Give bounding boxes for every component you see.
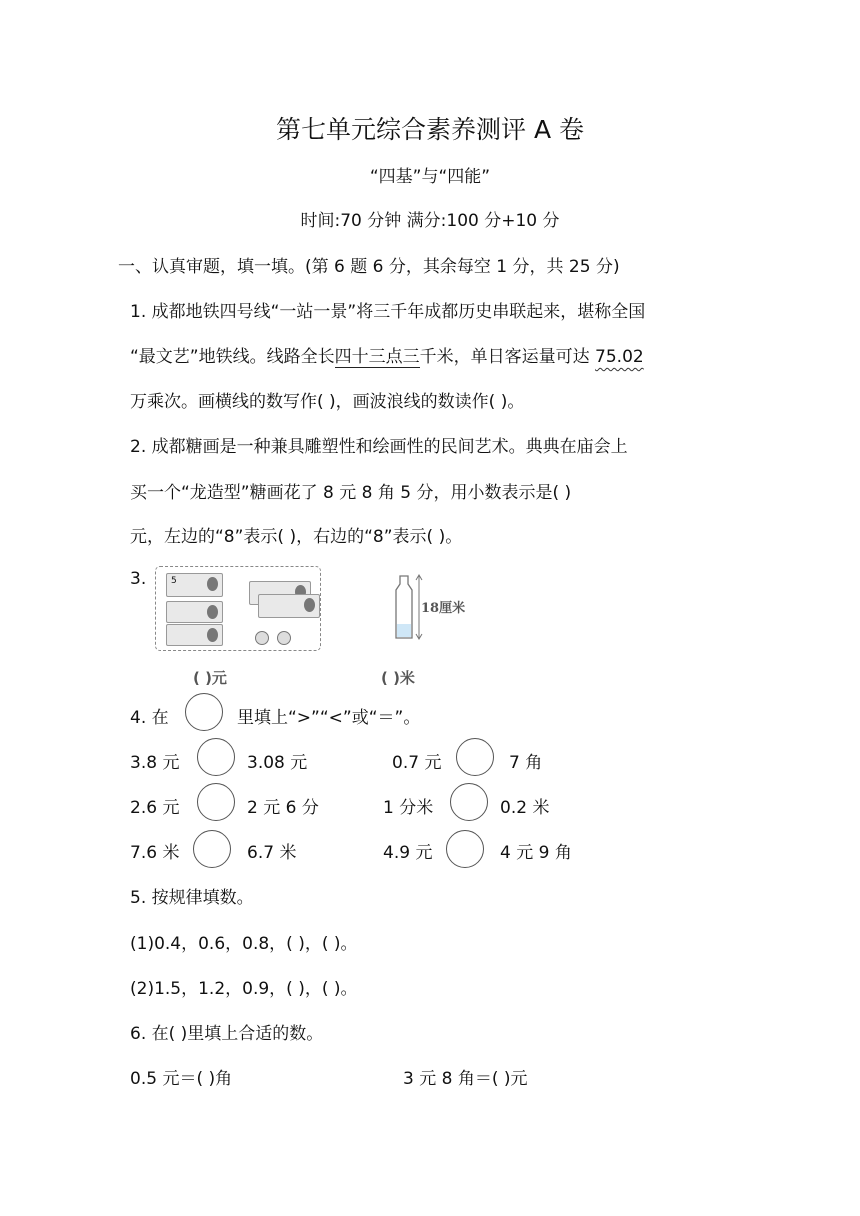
portrait-icon <box>304 598 315 612</box>
coin-icon <box>255 631 269 645</box>
q4-r1-b: 3.08 元 <box>247 753 308 773</box>
q2-line-3: 元，左边的“8”表示( )，右边的“8”表示( )。 <box>130 527 463 547</box>
compare-circle-input[interactable] <box>456 738 494 776</box>
q5-line-1: (1)0.4，0.6，0.8，( )，( )。 <box>130 934 358 954</box>
q4-prompt-b: 里填上“>”“<”或“＝”。 <box>237 708 421 728</box>
q1-wavy-number: 75.02 <box>595 347 644 367</box>
q4-r1-c: 0.7 元 <box>392 753 442 773</box>
q1-line-1: 1. 成都地铁四号线“一站一景”将三千年成都历史串联起来，堪称全国 <box>130 302 646 322</box>
q1-text-b: 千米，单日客运量可达 <box>419 347 596 367</box>
q1-text-a: “最文艺”地铁线。线路全长 <box>130 347 335 367</box>
banknote-small-1 <box>166 573 223 597</box>
q6-item-a: 0.5 元＝( )角 <box>130 1069 233 1089</box>
q5-heading: 5. 按规律填数。 <box>130 888 254 908</box>
q4-r1-a: 3.8 元 <box>130 753 180 773</box>
q5-line-2: (2)1.5，1.2，0.9，( )，( )。 <box>130 979 358 999</box>
exam-info: 时间:70 分钟 满分:100 分+10 分 <box>300 211 560 231</box>
bottle-water <box>397 624 411 637</box>
compare-circle-sample <box>185 693 223 731</box>
q1-line-2 <box>130 342 644 367</box>
q1-line-3: 万乘次。画横线的数写作( )，画波浪线的数读作( )。 <box>130 392 525 412</box>
compare-circle-input[interactable] <box>446 830 484 868</box>
q4-r2-c: 1 分米 <box>383 798 434 818</box>
q1-underlined-number: 四十三点三 <box>334 347 420 367</box>
portrait-icon <box>207 628 218 642</box>
q4-r3-c: 4.9 元 <box>383 843 433 863</box>
length-answer-caption: ( )米 <box>381 669 415 687</box>
q6-heading: 6. 在( )里填上合适的数。 <box>130 1024 324 1044</box>
q4-r2-d: 0.2 米 <box>500 798 550 818</box>
page-subtitle: “四基”与“四能” <box>369 167 491 187</box>
bottle-height-label: 18厘米 <box>421 601 466 616</box>
q4-r2-a: 2.6 元 <box>130 798 180 818</box>
q4-r3-d: 4 元 9 角 <box>500 843 572 863</box>
q4-r3-b: 6.7 米 <box>247 843 297 863</box>
compare-circle-input[interactable] <box>450 783 488 821</box>
q3-number: 3. <box>130 569 147 589</box>
compare-circle-input[interactable] <box>193 830 231 868</box>
q4-r2-b: 2 元 6 分 <box>247 798 319 818</box>
portrait-icon <box>207 577 218 591</box>
q2-line-2: 买一个“龙造型”糖画花了 8 元 8 角 5 分，用小数表示是( ) <box>130 483 572 503</box>
q2-line-1: 2. 成都糖画是一种兼具雕塑性和绘画性的民间艺术。典典在庙会上 <box>130 437 628 457</box>
banknote-small-2 <box>166 601 223 623</box>
q6-item-b: 3 元 8 角＝( )元 <box>403 1069 528 1089</box>
bottle-image <box>390 574 470 644</box>
q4-prompt-a: 4. 在 <box>130 708 169 728</box>
banknote-large-2 <box>258 594 320 618</box>
section-heading: 一、认真审题，填一填。(第 6 题 6 分，其余每空 1 分，共 25 分) <box>118 257 620 277</box>
page-title: 第七单元综合素养测评 A 卷 <box>276 115 584 144</box>
compare-circle-input[interactable] <box>197 738 235 776</box>
bill-value-label: 5 <box>171 576 177 586</box>
q4-r3-a: 7.6 米 <box>130 843 180 863</box>
portrait-icon <box>207 605 218 619</box>
banknote-small-3 <box>166 624 223 646</box>
money-image <box>155 566 321 651</box>
money-answer-caption: ( )元 <box>193 669 227 687</box>
q4-r1-d: 7 角 <box>509 753 543 773</box>
compare-circle-input[interactable] <box>197 783 235 821</box>
coin-icon <box>277 631 291 645</box>
